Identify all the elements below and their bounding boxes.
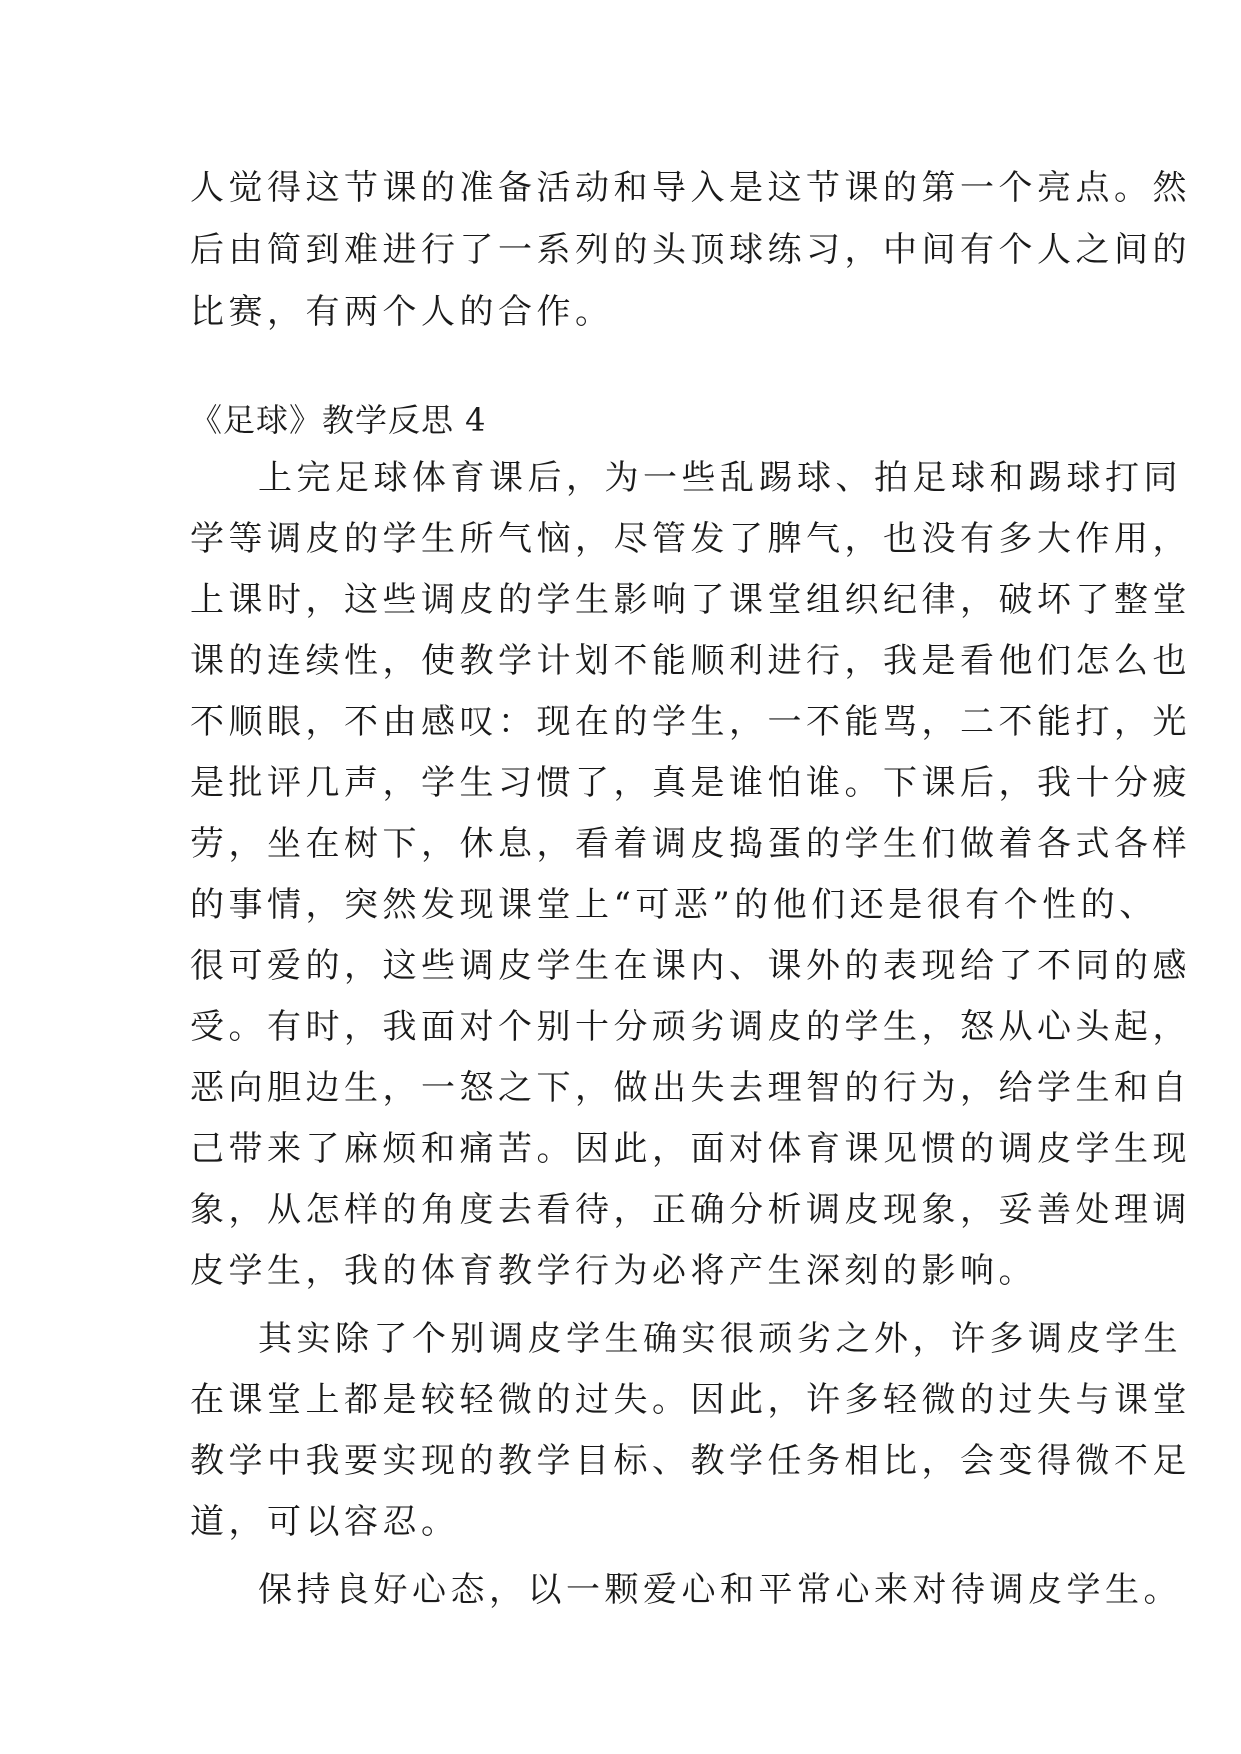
text-line: 受。有时，我面对个别十分顽劣调皮的学生，怒从心头起， xyxy=(190,1007,1191,1047)
text-line: 不顺眼，不由感叹：现在的学生，一不能骂，二不能打，光 xyxy=(190,702,1191,742)
text-line: 己带来了麻烦和痛苦。因此，面对体育课见惯的调皮学生现 xyxy=(190,1129,1191,1169)
text-line: 的事情，突然发现课堂上“可恶”的他们还是很有个性的、 xyxy=(190,885,1158,925)
text-line: 道，可以容忍。 xyxy=(190,1502,460,1542)
text-line: 在课堂上都是较轻微的过失。因此，许多轻微的过失与课堂 xyxy=(190,1380,1191,1420)
text-line: 皮学生，我的体育教学行为必将产生深刻的影响。 xyxy=(190,1251,1037,1291)
paragraph-first-line: 保持良好心态，以一颗爱心和平常心来对待调皮学生。 xyxy=(258,1570,1182,1610)
text-line: 比赛，有两个人的合作。 xyxy=(190,292,614,332)
paragraph-first-line: 其实除了个别调皮学生确实很顽劣之外，许多调皮学生 xyxy=(258,1319,1182,1359)
text-line: 课的连续性，使教学计划不能顺利进行，我是看他们怎么也 xyxy=(190,641,1191,681)
section-heading: 《足球》教学反思 4 xyxy=(190,401,487,439)
paragraph-first-line: 上完足球体育课后，为一些乱踢球、拍足球和踢球打同 xyxy=(258,458,1182,498)
text-line: 劳，坐在树下，休息，看着调皮捣蛋的学生们做着各式各样 xyxy=(190,824,1191,864)
text-line: 恶向胆边生，一怒之下，做出失去理智的行为，给学生和自 xyxy=(190,1068,1191,1108)
text-line: 学等调皮的学生所气恼，尽管发了脾气，也没有多大作用， xyxy=(190,519,1191,559)
text-line: 人觉得这节课的准备活动和导入是这节课的第一个亮点。然 xyxy=(190,168,1191,208)
text-line: 后由简到难进行了一系列的头顶球练习，中间有个人之间的 xyxy=(190,230,1191,270)
text-line: 是批评几声，学生习惯了，真是谁怕谁。下课后，我十分疲 xyxy=(190,763,1191,803)
text-line: 很可爱的，这些调皮学生在课内、课外的表现给了不同的感 xyxy=(190,946,1191,986)
text-line: 教学中我要实现的教学目标、教学任务相比，会变得微不足 xyxy=(190,1441,1191,1481)
text-line: 象，从怎样的角度去看待，正确分析调皮现象，妥善处理调 xyxy=(190,1190,1191,1230)
text-line: 上课时，这些调皮的学生影响了课堂组织纪律，破坏了整堂 xyxy=(190,580,1191,620)
